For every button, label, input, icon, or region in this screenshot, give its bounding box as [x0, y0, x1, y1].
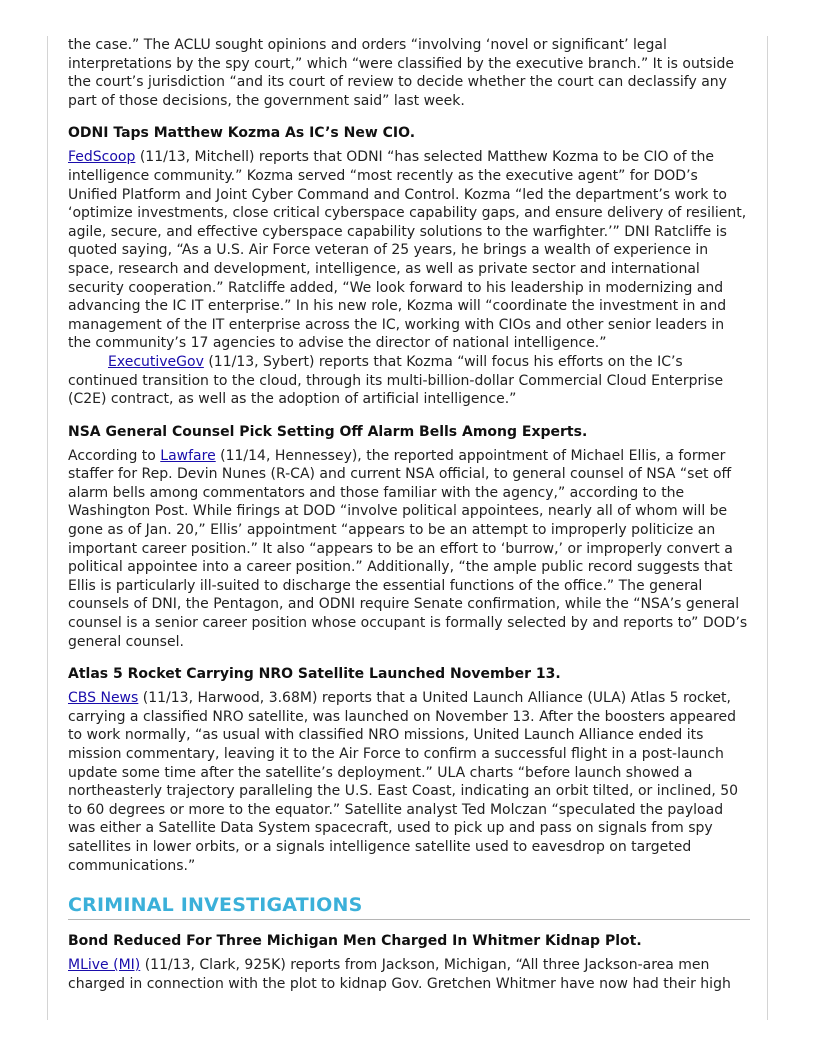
article-headline: Bond Reduced For Three Michigan Men Charged In Whitmer Kidnap Plot.: [68, 933, 642, 950]
article-paragraph: [68, 447, 750, 652]
article-text: (11/14, Hennessey), the reported appointment of Michael Ellis, a former staffer for Rep. Devin Nunes (R-CA) and current NSA official, to general counsel of NSA “set off alarm bells among commentators and those familiar with the agency,” according to the Washington Post. While firings at DOD “involve political appointees, nearly all of whom will be gone as of Jan. 20,” Ellis’ appointment “appears to be an attempt to improperly politicize an important career position.” It also “appears to be an effort to ‘burrow,’ or improperly convert a political appointee into a career position.” Additionally, “the ample public record suggests that Ellis is particularly ill-suited to discharge the essential functions of the office.” The general counsels of DNI, the Pentagon, and ODNI require Senate confirmation, while the “NSA’s general counsel is a senior career position whose occupant is formally selected by and reports to” DOD’s general counsel.: [68, 447, 748, 650]
page-border-left: [47, 36, 48, 1020]
article-paragraph: [68, 956, 750, 993]
article-headline: Atlas 5 Rocket Carrying NRO Satellite Launched November 13.: [68, 666, 561, 683]
source-link-lawfare[interactable]: Lawfare: [160, 447, 216, 464]
article-paragraph: [68, 148, 750, 353]
article-text-prefix: According to: [68, 447, 161, 464]
section-heading: CRIMINAL INVESTIGATIONS: [68, 893, 750, 920]
article-headline: ODNI Taps Matthew Kozma As IC’s New CIO.: [68, 125, 416, 142]
article-paragraph: [68, 689, 750, 875]
source-link-fedscoop[interactable]: FedScoop: [68, 149, 136, 166]
page-border-right: [767, 36, 768, 1020]
source-link-cbs-news[interactable]: CBS News: [68, 690, 139, 707]
article-headline: NSA General Counsel Pick Setting Off Alarm Bells Among Experts.: [68, 423, 588, 440]
newsletter-body: [68, 36, 750, 993]
article-text: (11/13, Clark, 925K) reports from Jackson, Michigan, “All three Jackson-area men charged in connection with the plot to kidnap Gov. Gretchen Whitmer have now had their high: [68, 957, 731, 992]
article-text: (11/13, Mitchell) reports that ODNI “has selected Matthew Kozma to be CIO of the intelligence community.” Kozma served “most recently as the executive agent” for DOD’s Unified Platform and Joint Cyber Command and Control. Kozma “led the department’s work to ‘optimize investments, close critical cyberspace capability gaps, and ensure delivery of resilient, agile, secure, and effective cyberspace capability solutions to the warfighter.’” DNI Ratcliffe is quoted saying, “As a U.S. Air Force veteran of 25 years, he brings a wealth of experience in space, research and development, intelligence, as well as private sector and international security cooperation.” Ratcliffe added, “We look forward to his leadership in modernizing and advancing the IC IT enterprise.” In his new role, Kozma will “coordinate the investment in and management of the IT enterprise across the IC, working with CIOs and other senior leaders in the community’s 17 agencies to advise the director of national intelligence.”: [68, 149, 747, 352]
article-whitmer-bond: [68, 932, 750, 993]
article-atlas-launch: [68, 665, 750, 875]
article-nsa-counsel: [68, 423, 750, 652]
continued-paragraph: the case.” The ACLU sought opinions and orders “involving ‘novel or significant’ legal interpretations by the spy court,” which “were classified by the executive branch.” It is outside the court’s jurisdiction “and its court of review to decide whether the court can declassify any part of those decisions, the government said” last week.: [68, 37, 734, 109]
article-paragraph: [68, 353, 750, 409]
article-text: (11/13, Sybert) reports that Kozma “will focus his efforts on the IC’s continued transition to the cloud, through its multi-billion-dollar Commercial Cloud Enterprise (C2E) contract, as well as the adoption of artificial intelligence.”: [68, 353, 724, 408]
article-text: (11/13, Harwood, 3.68M) reports that a United Launch Alliance (ULA) Atlas 5 rocket, carrying a classified NRO satellite, was launched on November 13. After the boosters appeared to work normally, “as usual with classified NRO missions, United Launch Alliance ended its mission commentary, leaving it to the Air Force to confirm a successful flight in a post-launch update some time after the satellite’s deployment.” ULA charts “before launch showed a northeasterly trajectory paralleling the U.S. East Coast, indicating an orbit tilted, or inclined, 50 to 60 degrees or more to the equator.” Satellite analyst Ted Molczan “speculated the payload was either a Satellite Data System spacecraft, used to pick up and pass on signals from spy satellites in lower orbits, or a signals intelligence satellite used to eavesdrop on targeted communications.”: [68, 690, 739, 874]
source-link-mlive[interactable]: MLive (MI): [68, 957, 141, 974]
article-odni-cio: [68, 124, 750, 408]
source-link-executivegov[interactable]: ExecutiveGov: [108, 353, 204, 370]
